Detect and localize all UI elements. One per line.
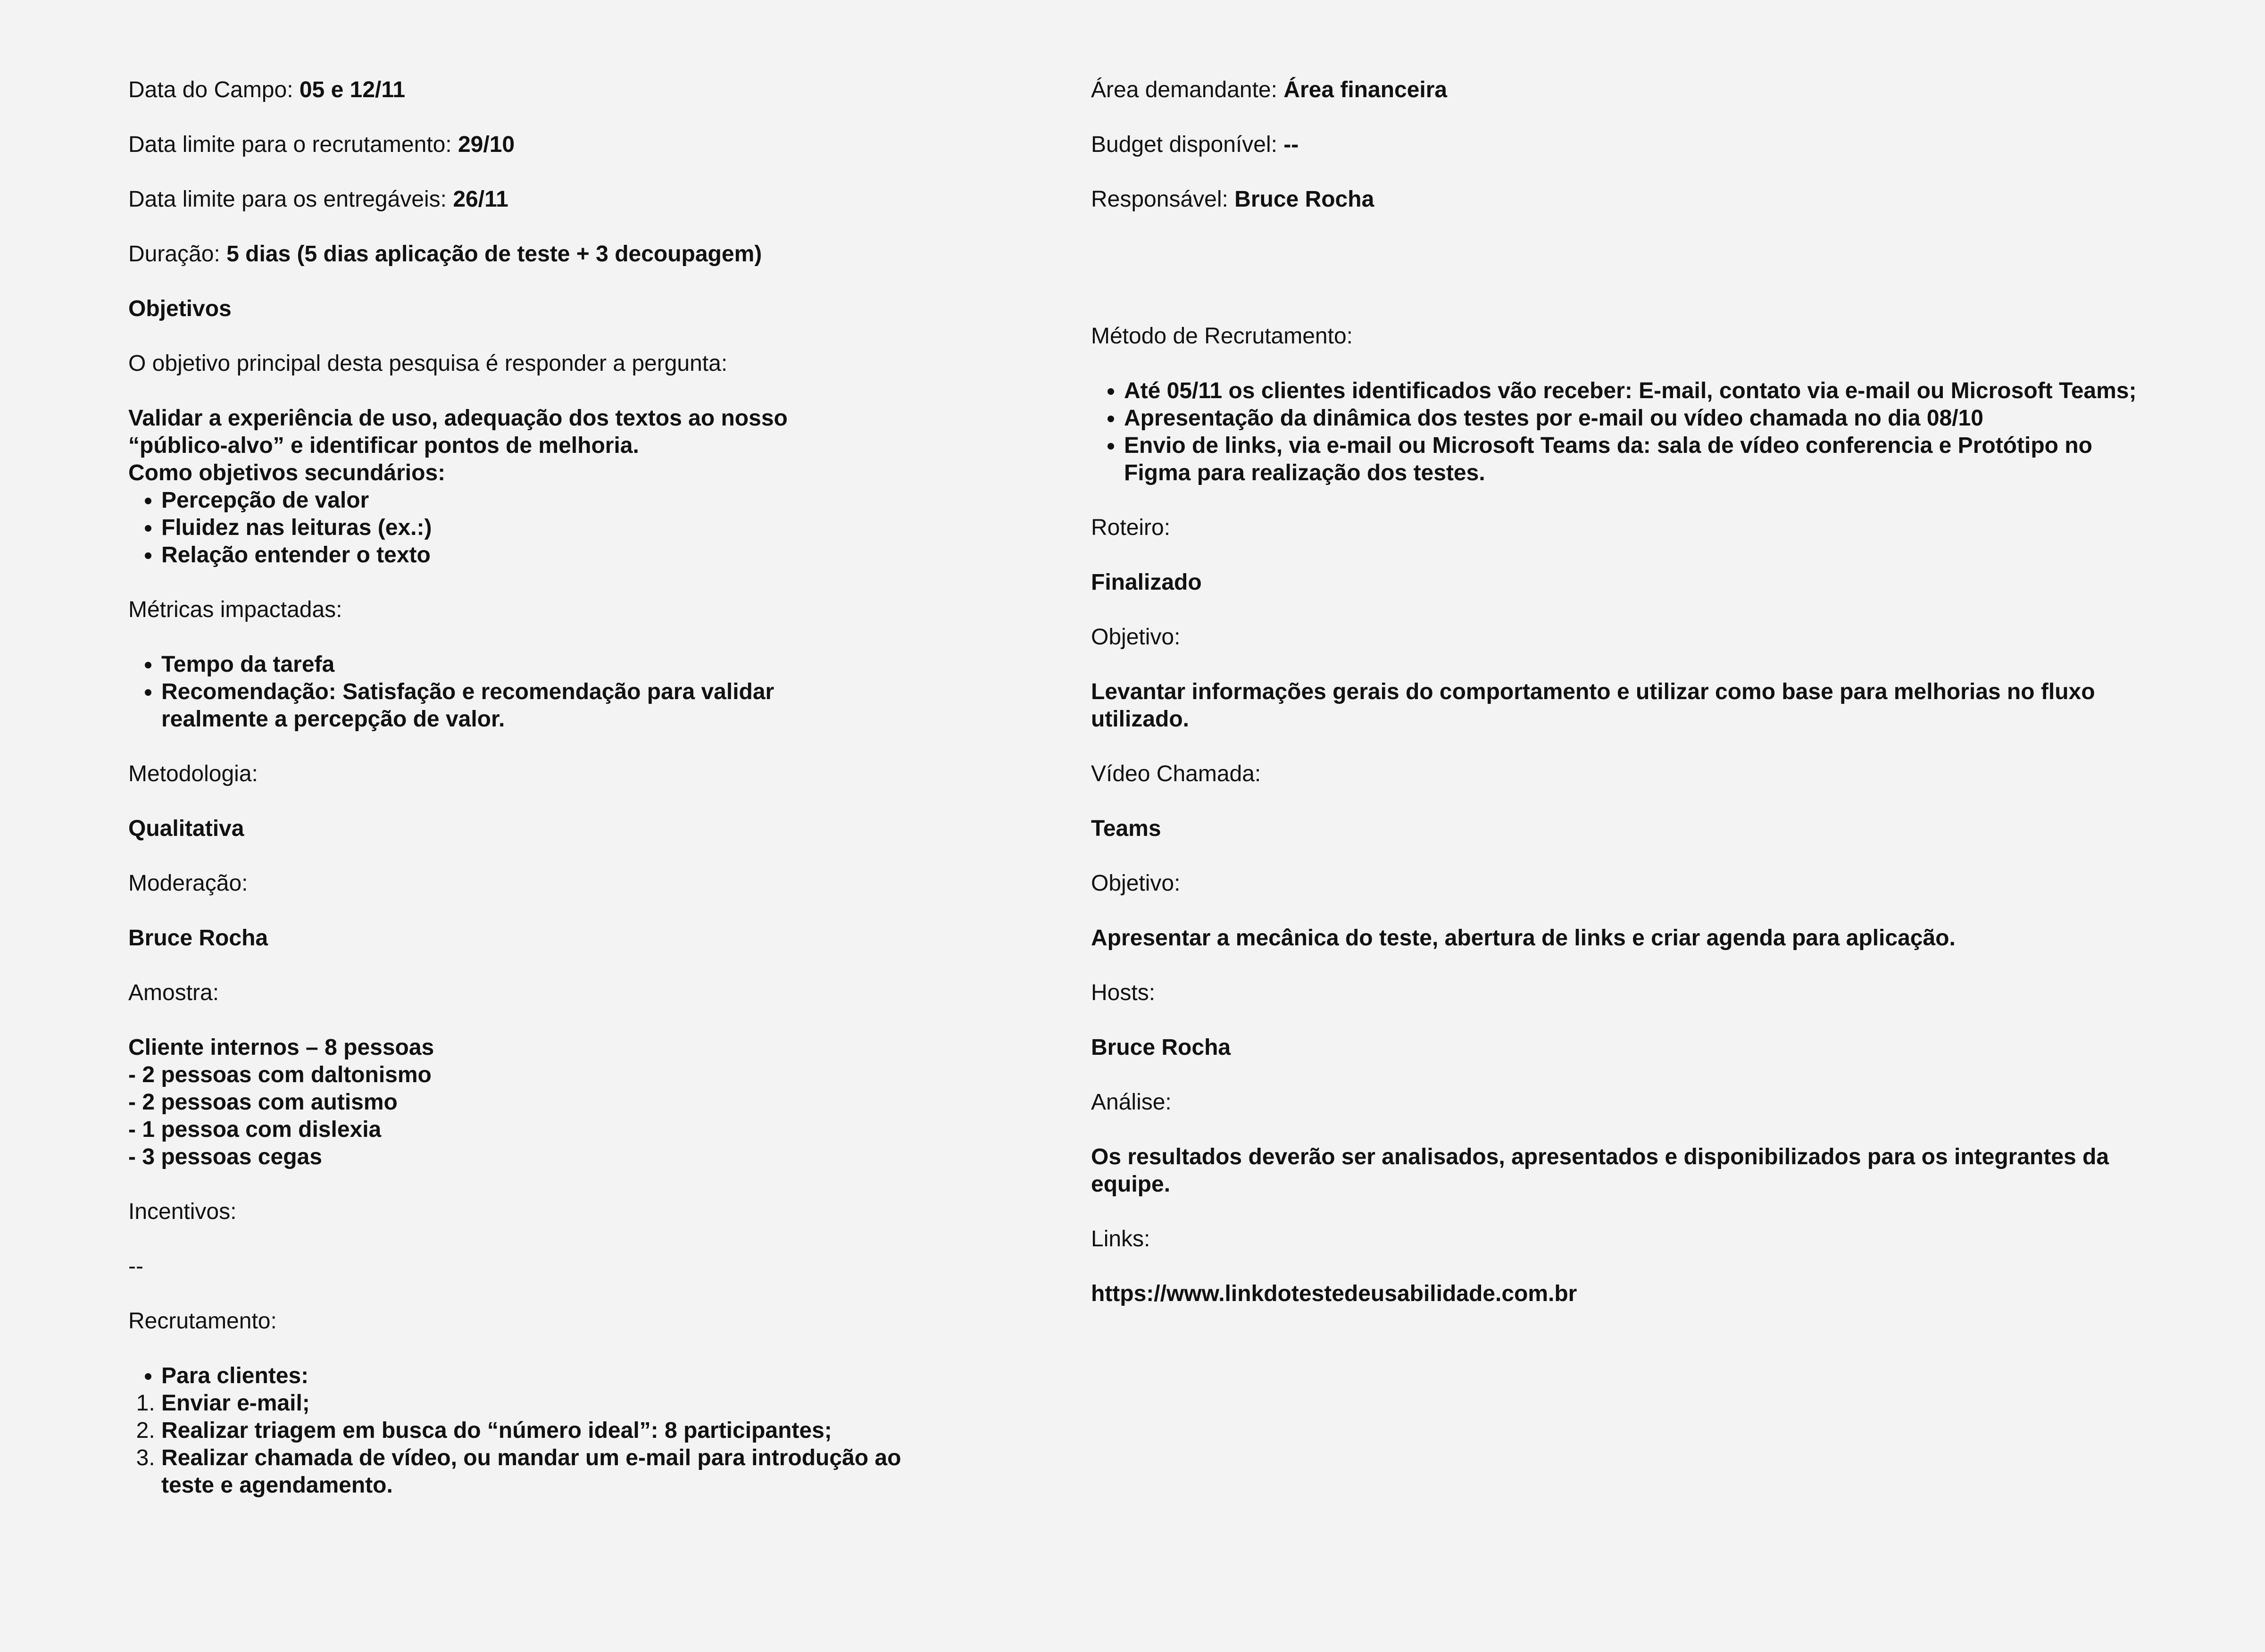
- video-chamada-value: Teams: [1091, 816, 1161, 841]
- list-item: • Até 05/11 os clientes identificados vão receber: E-mail, contato via e-mail ou Microsoft Teams;: [1124, 377, 2199, 405]
- amostra-line: - 2 pessoas com daltonismo: [128, 1062, 432, 1087]
- list-item: 1. Enviar e-mail;: [161, 1390, 916, 1417]
- responsavel: Responsável: Bruce Rocha: [1091, 187, 1374, 212]
- amostra-line: Cliente internos – 8 pessoas: [128, 1035, 434, 1060]
- duracao: Duração: 5 dias (5 dias aplicação de teste + 3 decoupagem): [128, 242, 762, 267]
- recrutamento-bullet-list: [128, 1362, 940, 1390]
- area-demandante: Área demandante: Área financeira: [1091, 77, 1448, 102]
- roteiro-value: Finalizado: [1091, 570, 1202, 595]
- objetivo-main-line-1: Validar a experiência de uso, adequação dos textos ao nosso: [128, 406, 788, 431]
- hosts-value: Bruce Rocha: [1091, 1035, 1231, 1060]
- amostra-line: - 2 pessoas com autismo: [128, 1090, 398, 1115]
- hosts-label: Hosts:: [1091, 980, 1156, 1005]
- metricas-list: [128, 651, 940, 733]
- recrutamento-label: Recrutamento:: [128, 1309, 277, 1334]
- objetivo-1-value: Levantar informações gerais do comportamento e utilizar como base para melhorias no fluxo utilizado.: [1091, 679, 2095, 732]
- roteiro-label: Roteiro:: [1091, 515, 1171, 540]
- budget: Budget disponível: --: [1091, 132, 1299, 157]
- objetivos-secundarios-list: [128, 487, 940, 569]
- amostra-line: - 3 pessoas cegas: [128, 1144, 322, 1169]
- list-item: 2. Realizar triagem em busca do “número ideal”: 8 participantes;: [161, 1417, 916, 1444]
- metodo-label: Método de Recrutamento:: [1091, 324, 1353, 349]
- video-chamada-label: Vídeo Chamada:: [1091, 761, 1261, 786]
- analise-label: Análise:: [1091, 1090, 1172, 1115]
- links-value[interactable]: https://www.linkdotestedeusabilidade.com.br: [1091, 1281, 1577, 1306]
- objetivo-1-label: Objetivo:: [1091, 625, 1181, 650]
- incentivos-value: --: [128, 1254, 143, 1279]
- metodologia-label: Metodologia:: [128, 761, 258, 786]
- metodologia-value: Qualitativa: [128, 816, 244, 841]
- duracao-value: 5 dias (5 dias aplicação de teste + 3 decoupagem): [226, 242, 762, 267]
- list-item: • Apresentação da dinâmica dos testes por e-mail ou vídeo chamada no dia 08/10: [1124, 405, 2199, 432]
- objetivos-secundarios-label: Como objetivos secundários:: [128, 460, 446, 485]
- list-item: • Envio de links, via e-mail ou Microsoft Teams da: sala de vídeo conferencia e Protótipo no Figma para realização dos testes.: [1124, 432, 2138, 487]
- spacer: [1091, 241, 2199, 323]
- moderacao-label: Moderação:: [128, 871, 248, 896]
- analise-value: Os resultados deverão ser analisados, apresentados e disponibilizados para os integrantes da equipe.: [1091, 1144, 2109, 1197]
- data-recrutamento: Data limite para o recrutamento: 29/10: [128, 132, 515, 157]
- amostra-line: - 1 pessoa com dislexia: [128, 1117, 382, 1142]
- list-item: • Percepção de valor: [161, 487, 940, 514]
- list-item: • Fluidez nas leituras (ex.:): [161, 514, 940, 542]
- links-label: Links:: [1091, 1226, 1150, 1252]
- objetivo-intro: O objetivo principal desta pesquisa é responder a pergunta:: [128, 351, 728, 376]
- objetivo-main-block: [128, 405, 940, 569]
- amostra-label: Amostra:: [128, 980, 219, 1005]
- amostra-block: [128, 1034, 940, 1171]
- data-entregaveis: Data limite para os entregáveis: 26/11: [128, 187, 508, 212]
- objetivo-main-line-2: “público-alvo” e identificar pontos de melhoria.: [128, 433, 639, 458]
- metodo-list: [1091, 377, 2199, 487]
- moderacao-value: Bruce Rocha: [128, 926, 268, 951]
- budget-value: --: [1283, 132, 1299, 157]
- incentivos-label: Incentivos:: [128, 1199, 237, 1224]
- objetivo-2-value: Apresentar a mecânica do teste, abertura de links e criar agenda para aplicação.: [1091, 926, 1956, 951]
- data-campo: Data do Campo: 05 e 12/11: [128, 77, 406, 102]
- responsavel-value: Bruce Rocha: [1234, 187, 1374, 212]
- list-item: 3. Realizar chamada de vídeo, ou mandar um e-mail para introdução ao teste e agendamento.: [161, 1444, 916, 1499]
- list-item: • Relação entender o texto: [161, 542, 940, 569]
- list-item: • Tempo da tarefa: [161, 651, 940, 678]
- objetivo-2-label: Objetivo:: [1091, 871, 1181, 896]
- data-entregaveis-value: 26/11: [453, 187, 508, 212]
- right-column: [1091, 76, 2199, 1335]
- left-column: [128, 76, 940, 1499]
- list-item: • Recomendação: Satisfação e recomendação para validar realmente a percepção de valor.: [161, 678, 822, 733]
- metricas-label: Métricas impactadas:: [128, 597, 342, 622]
- list-item: • Para clientes:: [161, 1362, 940, 1390]
- objetivos-heading: Objetivos: [128, 296, 232, 321]
- data-campo-value: 05 e 12/11: [299, 77, 406, 102]
- area-demandante-value: Área financeira: [1283, 77, 1448, 102]
- data-recrutamento-value: 29/10: [458, 132, 515, 157]
- recrutamento-steps-list: [128, 1390, 916, 1499]
